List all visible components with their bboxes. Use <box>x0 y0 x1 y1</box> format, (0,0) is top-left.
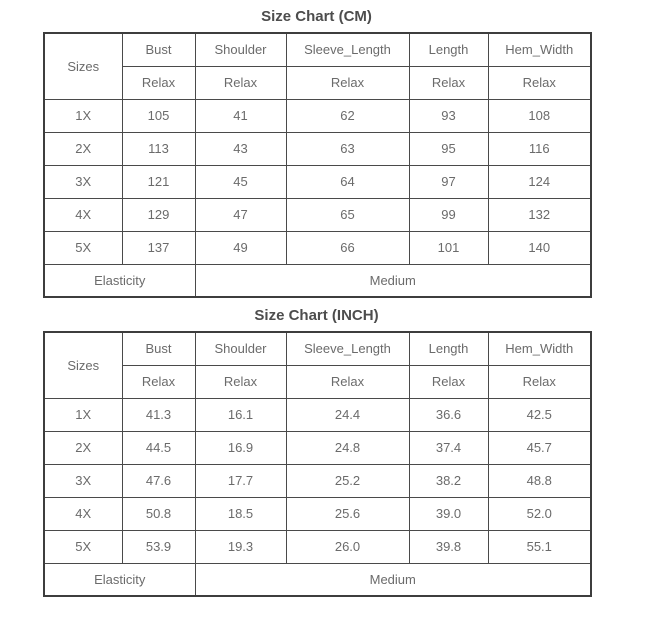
value-cell: 24.8 <box>286 431 409 464</box>
value-cell: 108 <box>488 99 591 132</box>
size-cell: 1X <box>44 398 122 431</box>
value-cell: 19.3 <box>195 530 286 563</box>
fit-cell: Relax <box>409 365 488 398</box>
size-cell: 5X <box>44 530 122 563</box>
elasticity-label: Elasticity <box>44 264 195 297</box>
table-row <box>44 530 591 563</box>
value-cell: 16.1 <box>195 398 286 431</box>
size-cell: 4X <box>44 497 122 530</box>
value-cell: 50.8 <box>122 497 195 530</box>
value-cell: 48.8 <box>488 464 591 497</box>
value-cell: 47.6 <box>122 464 195 497</box>
size-cell: 4X <box>44 198 122 231</box>
column-header-shoulder: Shoulder <box>195 33 286 66</box>
table-row <box>44 198 591 231</box>
value-cell: 18.5 <box>195 497 286 530</box>
table-row <box>44 497 591 530</box>
size-chart-cm-title: Size Chart (CM) <box>261 8 372 25</box>
value-cell: 43 <box>195 132 286 165</box>
elasticity-label: Elasticity <box>44 563 195 596</box>
value-cell: 55.1 <box>488 530 591 563</box>
fit-cell: Relax <box>409 66 488 99</box>
value-cell: 45.7 <box>488 431 591 464</box>
value-cell: 45 <box>195 165 286 198</box>
value-cell: 62 <box>286 99 409 132</box>
column-header-hem-width: Hem_Width <box>488 33 591 66</box>
table-row <box>44 464 591 497</box>
value-cell: 41.3 <box>122 398 195 431</box>
value-cell: 121 <box>122 165 195 198</box>
value-cell: 101 <box>409 231 488 264</box>
elasticity-value: Medium <box>195 563 591 596</box>
value-cell: 41 <box>195 99 286 132</box>
table-row <box>44 231 591 264</box>
value-cell: 95 <box>409 132 488 165</box>
value-cell: 38.2 <box>409 464 488 497</box>
value-cell: 47 <box>195 198 286 231</box>
value-cell: 93 <box>409 99 488 132</box>
value-cell: 105 <box>122 99 195 132</box>
value-cell: 116 <box>488 132 591 165</box>
column-header-sleeve-length: Sleeve_Length <box>286 332 409 365</box>
value-cell: 66 <box>286 231 409 264</box>
value-cell: 97 <box>409 165 488 198</box>
header-row <box>44 332 591 365</box>
size-cell: 2X <box>44 431 122 464</box>
fit-cell: Relax <box>195 66 286 99</box>
table-row <box>44 398 591 431</box>
value-cell: 53.9 <box>122 530 195 563</box>
value-cell: 49 <box>195 231 286 264</box>
column-header-bust: Bust <box>122 332 195 365</box>
fit-cell: Relax <box>286 66 409 99</box>
column-header-length: Length <box>409 332 488 365</box>
value-cell: 124 <box>488 165 591 198</box>
corner-cell-sizes: Sizes <box>44 332 122 398</box>
value-cell: 99 <box>409 198 488 231</box>
size-cell: 3X <box>44 464 122 497</box>
value-cell: 65 <box>286 198 409 231</box>
value-cell: 113 <box>122 132 195 165</box>
column-header-sleeve-length: Sleeve_Length <box>286 33 409 66</box>
fit-cell: Relax <box>488 66 591 99</box>
table-row <box>44 431 591 464</box>
size-cell: 5X <box>44 231 122 264</box>
corner-cell-sizes: Sizes <box>44 33 122 99</box>
size-cell: 2X <box>44 132 122 165</box>
value-cell: 39.0 <box>409 497 488 530</box>
value-cell: 129 <box>122 198 195 231</box>
value-cell: 39.8 <box>409 530 488 563</box>
value-cell: 42.5 <box>488 398 591 431</box>
size-chart-inch-title: Size Chart (INCH) <box>254 307 379 324</box>
elasticity-value: Medium <box>195 264 591 297</box>
column-header-length: Length <box>409 33 488 66</box>
fit-cell: Relax <box>488 365 591 398</box>
value-cell: 25.2 <box>286 464 409 497</box>
fit-cell: Relax <box>122 365 195 398</box>
value-cell: 132 <box>488 198 591 231</box>
fit-row <box>44 66 591 99</box>
header-row <box>44 33 591 66</box>
footer-row <box>44 563 591 596</box>
value-cell: 24.4 <box>286 398 409 431</box>
fit-cell: Relax <box>286 365 409 398</box>
table-row <box>44 165 591 198</box>
value-cell: 17.7 <box>195 464 286 497</box>
column-header-bust: Bust <box>122 33 195 66</box>
value-cell: 25.6 <box>286 497 409 530</box>
value-cell: 37.4 <box>409 431 488 464</box>
value-cell: 26.0 <box>286 530 409 563</box>
fit-row <box>44 365 591 398</box>
value-cell: 63 <box>286 132 409 165</box>
size-chart-inch-table <box>43 331 592 597</box>
value-cell: 44.5 <box>122 431 195 464</box>
value-cell: 52.0 <box>488 497 591 530</box>
size-chart-cm-table <box>43 32 592 298</box>
value-cell: 64 <box>286 165 409 198</box>
value-cell: 137 <box>122 231 195 264</box>
size-cell: 1X <box>44 99 122 132</box>
fit-cell: Relax <box>195 365 286 398</box>
value-cell: 140 <box>488 231 591 264</box>
size-cell: 3X <box>44 165 122 198</box>
column-header-hem-width: Hem_Width <box>488 332 591 365</box>
fit-cell: Relax <box>122 66 195 99</box>
table-row <box>44 99 591 132</box>
value-cell: 16.9 <box>195 431 286 464</box>
value-cell: 36.6 <box>409 398 488 431</box>
column-header-shoulder: Shoulder <box>195 332 286 365</box>
table-row <box>44 132 591 165</box>
footer-row <box>44 264 591 297</box>
